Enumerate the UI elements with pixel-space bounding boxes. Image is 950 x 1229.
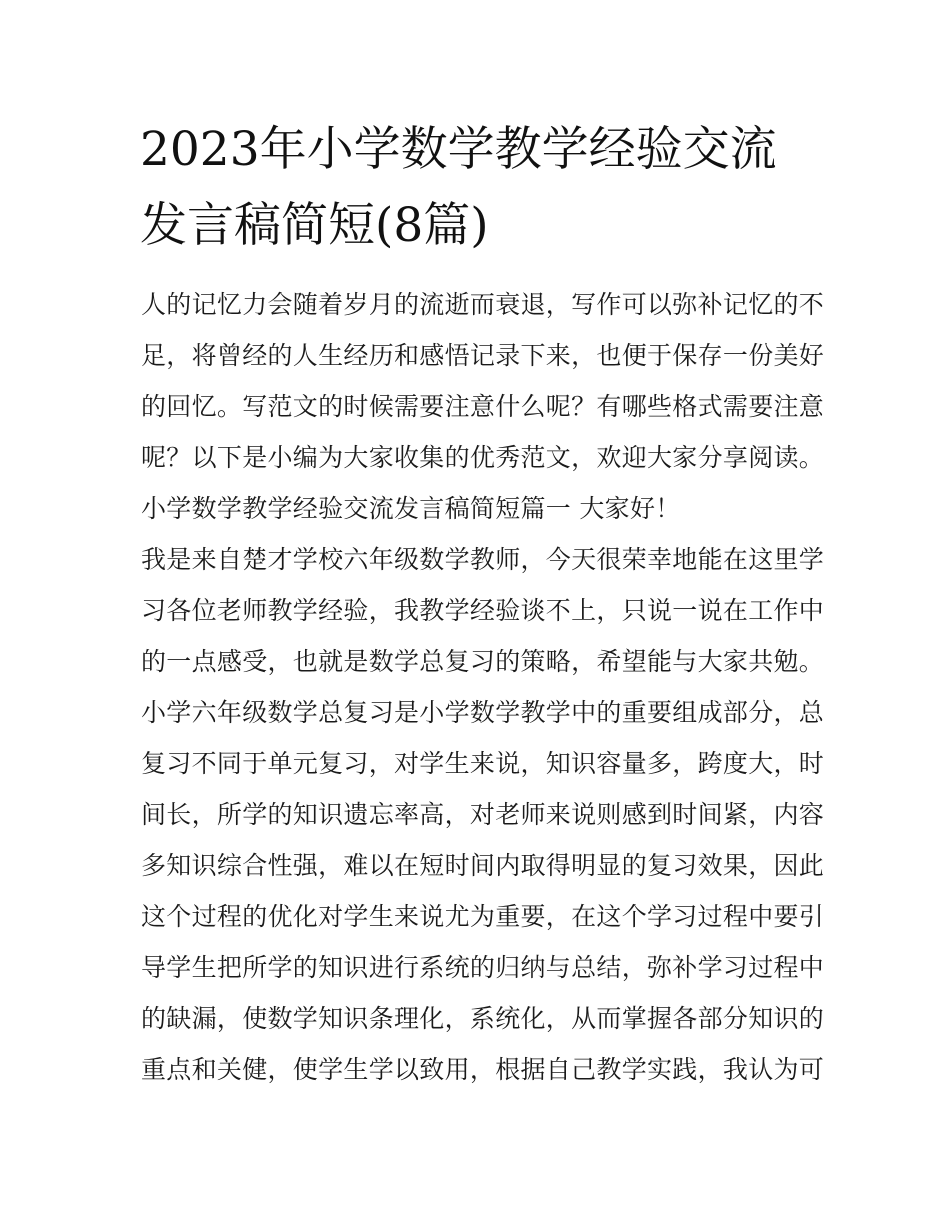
body-line: 习各位老师教学经验，我教学经验谈不上，只说一说在工作中 <box>141 596 825 625</box>
body-line: 小学数学教学经验交流发言稿简短篇一 大家好！ <box>141 494 681 523</box>
body-line: 这个过程的优化对学生来说尤为重要，在这个学习过程中要引 <box>141 902 825 931</box>
body-line: 的回忆。写范文的时候需要注意什么呢？有哪些格式需要注意 <box>141 392 825 421</box>
document-title <box>140 112 820 264</box>
body-line: 的一点感受，也就是数学总复习的策略，希望能与大家共勉。 <box>141 647 825 676</box>
body-line: 多知识综合性强，难以在短时间内取得明显的复习效果，因此 <box>141 851 825 880</box>
body-line: 呢？以下是小编为大家收集的优秀范文，欢迎大家分享阅读。 <box>141 443 825 472</box>
body-line: 重点和关健，使学生学以致用，根据自己教学实践，我认为可 <box>141 1055 825 1084</box>
body-line: 导学生把所学的知识进行系统的归纳与总结，弥补学习过程中 <box>141 953 825 982</box>
document-body <box>141 279 825 1095</box>
title-line-1: 2023年小学数学教学经验交流 <box>140 122 777 177</box>
body-line: 足，将曾经的人生经历和感悟记录下来，也便于保存一份美好 <box>141 341 825 370</box>
body-line: 人的记忆力会随着岁月的流逝而衰退，写作可以弥补记忆的不 <box>141 290 825 319</box>
body-line: 复习不同于单元复习，对学生来说，知识容量多，跨度大，时 <box>141 749 825 778</box>
title-line-2: 发言稿简短(8篇) <box>140 198 489 253</box>
body-line: 我是来自楚才学校六年级数学教师，今天很荣幸地能在这里学 <box>141 545 825 574</box>
body-line: 小学六年级数学总复习是小学数学教学中的重要组成部分，总 <box>141 698 825 727</box>
body-line: 间长，所学的知识遗忘率高，对老师来说则感到时间紧，内容 <box>141 800 825 829</box>
body-line: 的缺漏，使数学知识条理化，系统化，从而掌握各部分知识的 <box>141 1004 825 1033</box>
